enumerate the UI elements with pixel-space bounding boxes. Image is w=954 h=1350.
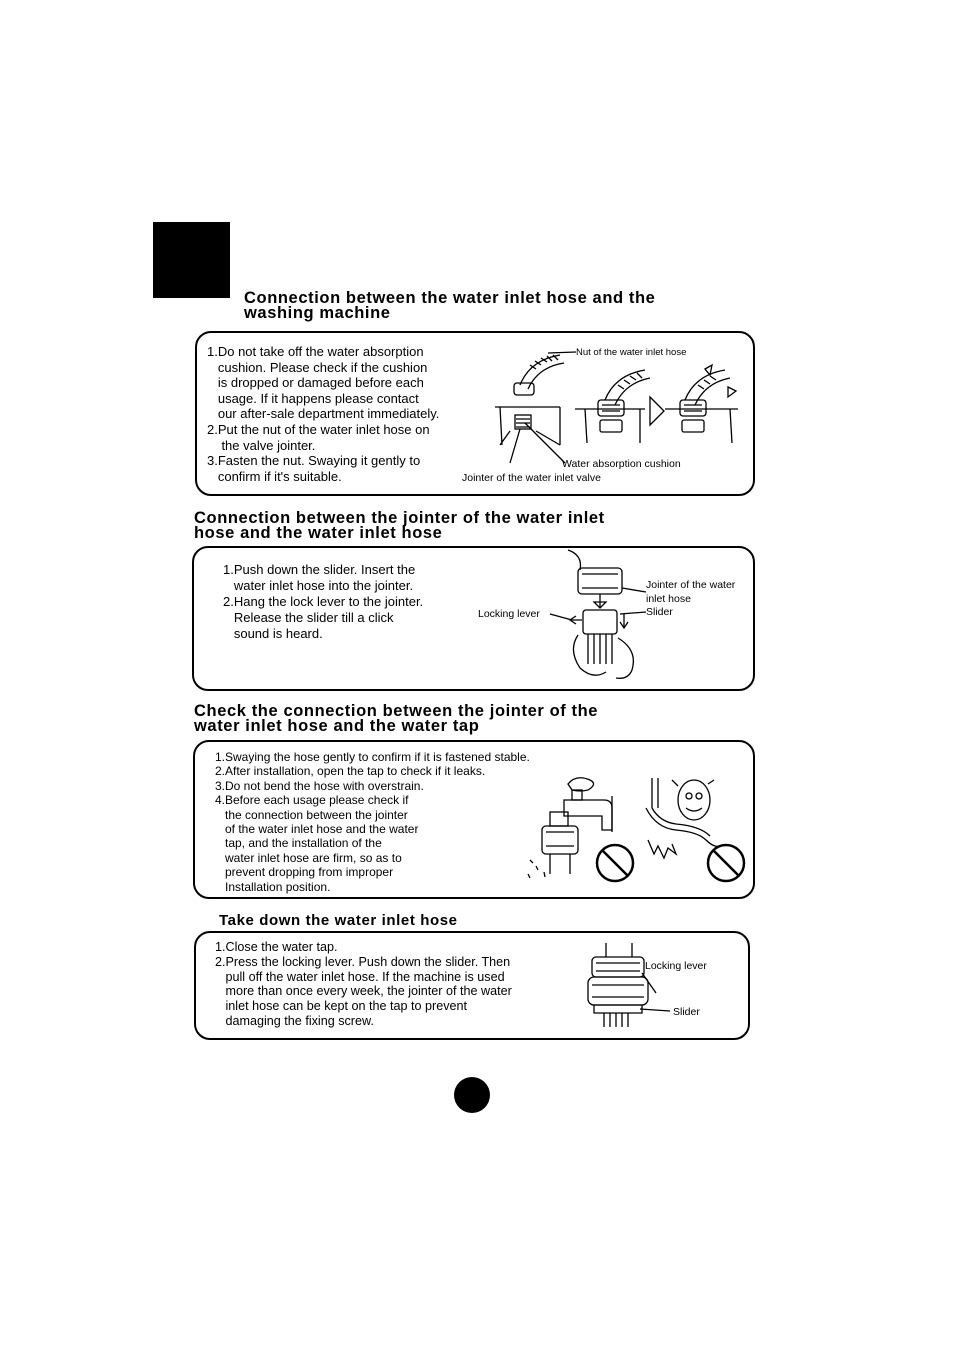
- section3-title-line2: water inlet hose and the water tap: [194, 717, 480, 735]
- step: 1.Do not take off the water absorption: [207, 344, 424, 359]
- section2-title: [194, 511, 605, 541]
- prohibited-icon: [706, 843, 746, 883]
- section-marker-block: [153, 222, 230, 298]
- prohibited-icon: [595, 843, 635, 883]
- step: usage. If it happens please contact: [207, 390, 419, 406]
- step: Installation position.: [215, 879, 331, 894]
- step: pull off the water inlet hose. If the machine is used: [215, 969, 505, 984]
- label-hose-jointer: Jointer of the water inlet hose: [646, 579, 736, 605]
- step: the valve jointer.: [207, 437, 316, 453]
- section3-steps: [215, 750, 530, 894]
- step: 2.Press the locking lever. Push down the slider. Then: [215, 954, 511, 969]
- section4-title: [219, 913, 458, 928]
- step: tap, and the installation of the: [215, 836, 382, 851]
- step: prevent dropping from improper: [215, 865, 394, 880]
- page-number-dot: [454, 1077, 490, 1113]
- section2-title-line1: Connection between the jointer of the water inlet: [194, 509, 605, 527]
- step: our after-sale department immediately.: [207, 406, 440, 422]
- step: more than once every week, the jointer of the water: [215, 984, 512, 999]
- step: 2.After installation, open the tap to check if it leaks.: [215, 764, 486, 779]
- step: water inlet hose into the jointer.: [223, 578, 414, 593]
- section3-title: [194, 704, 598, 734]
- section2-title-line2: hose and the water inlet hose: [194, 524, 443, 542]
- label-locking-lever: Locking lever: [645, 960, 707, 972]
- section1-title-line2: washing machine: [244, 304, 391, 322]
- step: inlet hose can be kept on the tap to prevent: [215, 999, 468, 1014]
- step: 3.Do not bend the hose with overstrain.: [215, 778, 424, 793]
- step: 4.Before each usage please check if: [215, 793, 409, 808]
- step: confirm if it's suitable.: [207, 468, 342, 484]
- step: 1.Push down the slider. Insert the: [223, 562, 416, 577]
- label-absorption-cushion: Water absorption cushion: [562, 458, 681, 470]
- step: 1.Swaying the hose gently to confirm if it is fastened stable.: [215, 750, 530, 764]
- label-slider: Slider: [673, 1006, 700, 1018]
- step: the connection between the jointer: [215, 807, 408, 822]
- step: 1.Close the water tap.: [215, 940, 338, 954]
- jointer-removal-illustration: [582, 943, 672, 1033]
- step: 3.Fasten the nut. Swaying it gently to: [207, 453, 421, 469]
- step: cushion. Please check if the cushion: [207, 359, 428, 375]
- hose-to-valve-illustration: [480, 345, 740, 465]
- section4-title-text: Take down the water inlet hose: [219, 912, 458, 929]
- section2-steps: [223, 562, 423, 642]
- section1-title-line1: Connection between the water inlet hose and the: [244, 289, 656, 307]
- label-locking-lever: Locking lever: [478, 608, 540, 620]
- step: is dropped or damaged before each: [207, 375, 424, 391]
- label-valve-jointer: Jointer of the water inlet valve: [462, 472, 601, 484]
- section1-steps: [207, 344, 439, 484]
- jointer-insert-illustration: [558, 550, 648, 685]
- step: damaging the fixing screw.: [215, 1013, 374, 1028]
- step: sound is heard.: [223, 626, 323, 641]
- step: of the water inlet hose and the water: [215, 822, 419, 837]
- section4-steps: [215, 940, 512, 1029]
- section3-title-line1: Check the connection between the jointer of the: [194, 702, 599, 720]
- label-nut-of-hose: Nut of the water inlet hose: [576, 347, 687, 358]
- step: 2.Hang the lock lever to the jointer.: [223, 594, 424, 609]
- section1-title: [244, 291, 655, 321]
- step: water inlet hose are firm, so as to: [215, 850, 402, 865]
- label-slider: Slider: [646, 606, 673, 618]
- step: 2.Put the nut of the water inlet hose on: [207, 421, 430, 437]
- step: Release the slider till a click: [223, 610, 394, 625]
